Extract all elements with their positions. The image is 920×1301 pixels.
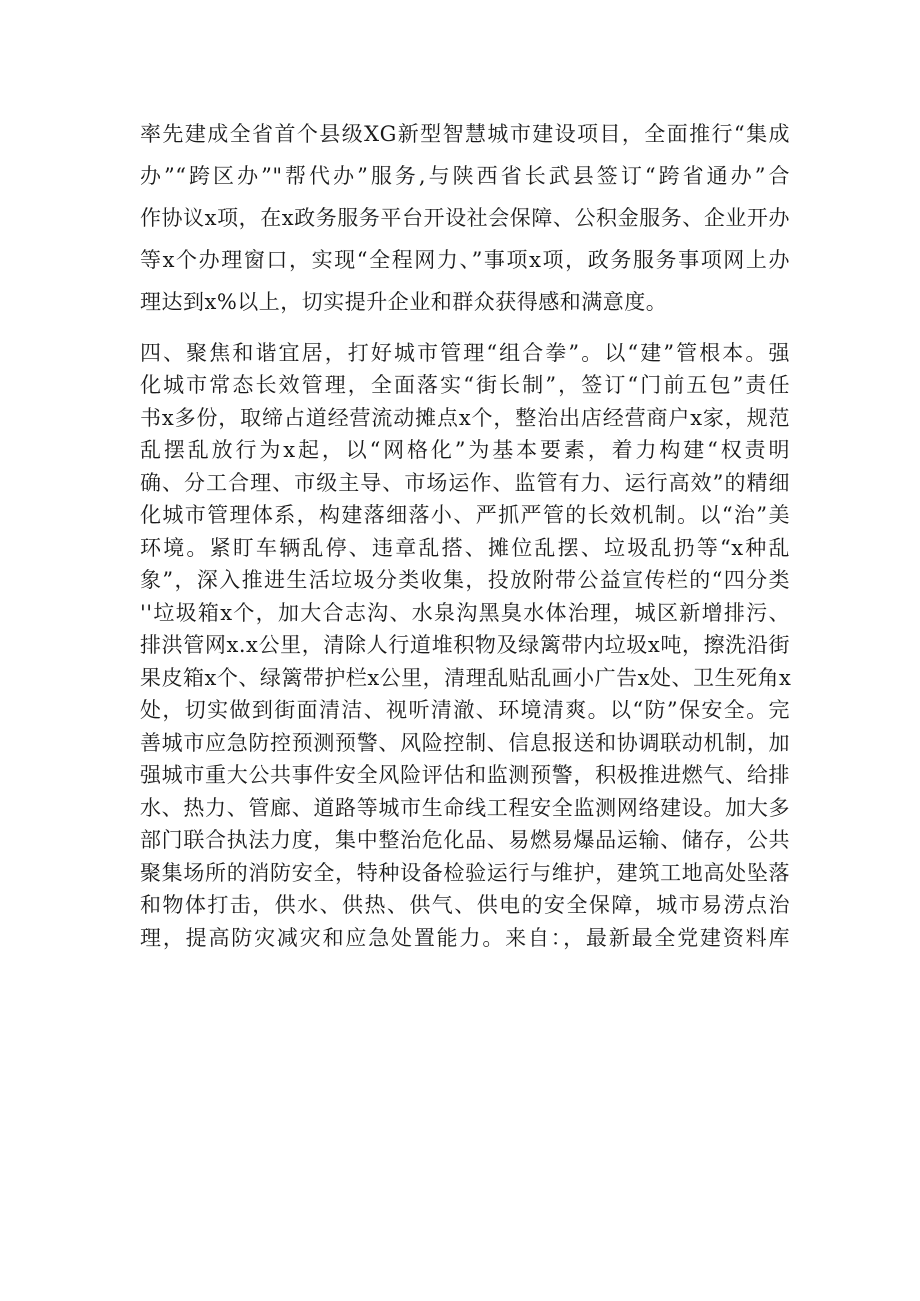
paragraph-1-line-1: 率先建成全省首个县级XG新型智慧城市建设项目，全面推行“集成: [140, 122, 790, 146]
paragraph-2-line-8: 象”，深入推进生活垃圾分类收集，投放附带公益宣传栏的“四分类: [140, 568, 790, 592]
paragraph-2-line-19: 理，提高防灾减灾和应急处置能力。来自：，最新最全党建资料库: [140, 926, 790, 950]
paragraph-2-line-18: 和物体打击，供水、供热、供气、供电的安全保障，城市易涝点治: [140, 893, 790, 917]
paragraph-2-line-13: 善城市应急防控预测预警、风险控制、信息报送和协调联动机制，加: [140, 731, 790, 755]
paragraph-2-line-12: 处，切实做到街面清洁、视听清澈、环境清爽。以“防”保安全。完: [140, 698, 790, 722]
paragraph-2-line-1: 四、聚焦和谐宜居，打好城市管理“组合拳”。以“建”管根本。强: [140, 341, 790, 365]
paragraph-2-line-7: 环境。紧盯车辆乱停、违章乱搭、摊位乱摆、垃圾乱扔等“x种乱: [140, 536, 790, 560]
paragraph-2-line-5: 确、分工合理、市级主导、市场运作、监管有力、运行高效”的精细: [140, 471, 790, 495]
paragraph-2-line-4: 乱摆乱放行为x起，以“网格化”为基本要素，着力构建“权责明: [140, 438, 790, 462]
paragraph-1-line-4: 等x个办理窗口，实现“全程网力、”事项x项，政务服务事项网上办: [140, 248, 790, 272]
paragraph-2-line-14: 强城市重大公共事件安全风险评估和监测预警，积极推进燃气、给排: [140, 763, 790, 787]
paragraph-2-line-9: ''垃圾箱x个，加大合志沟、水泉沟黑臭水体治理，城区新增排污、: [140, 601, 790, 625]
paragraph-1-line-5: 理达到x%以上，切实提升企业和群众获得感和满意度。: [140, 290, 668, 314]
paragraph-2-line-10: 排洪管网x.x公里，清除人行道堆积物及绿篱带内垃圾x吨，擦洗沿街: [140, 633, 790, 657]
paragraph-2-line-11: 果皮箱x个、绿篱带护栏x公里，清理乱贴乱画小广告x处、卫生死角x: [140, 666, 792, 690]
paragraph-2-line-6: 化城市管理体系，构建落细落小、严抓严管的长效机制。以“治”美: [140, 503, 790, 527]
paragraph-2-line-15: 水、热力、管廊、道路等城市生命线工程安全监测网络建设。加大多: [140, 796, 790, 820]
paragraph-2-line-17: 聚集场所的消防安全，特种设备检验运行与维护，建筑工地高处坠落: [140, 861, 790, 885]
paragraph-2-line-3: 书x多份，取缔占道经营流动摊点x个，整治出店经营商户x家，规范: [140, 406, 790, 430]
paragraph-1-line-3: 作协议x项，在x政务服务平台开设社会保障、公积金服务、企业开办: [140, 206, 790, 230]
paragraph-1-line-2: 办”“跨区办”"帮代办”服务,与陕西省长武县签订“跨省通办”合: [140, 164, 790, 188]
paragraph-2-line-2: 化城市常态长效管理，全面落实“街长制”，签订“门前五包”责任: [140, 373, 790, 397]
paragraph-2-line-16: 部门联合执法力度，集中整治危化品、易燃易爆品运输、储存，公共: [140, 828, 790, 852]
